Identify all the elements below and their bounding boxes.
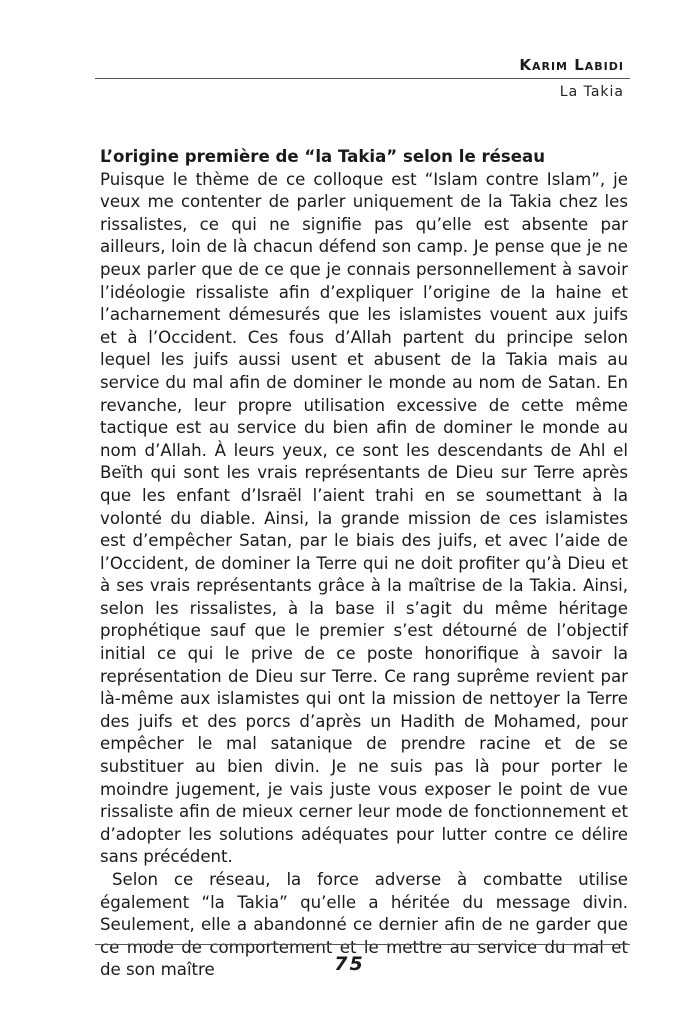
paragraph: Puisque le thème de ce colloque est “Islam contre Islam”, je veux me contenter de parler uniquement de la Takia chez les rissalistes, ce qui ne signifie pas qu’elle est absente par ailleurs, loin de là chacun défend son camp. Je pense que je ne peux parler que de ce que je connais personnellement à savoir l’idéologie rissaliste afin d’expliquer l’origine de la haine et l’acharnement démesurés que les islamistes vouent aux juifs et à l’Occident. Ces fous d’Allah partent du principe selon lequel les juifs aussi usent et abusent de la Takia mais au service du mal afin de dominer le monde au nom de Satan. En revanche, leur propre utilisation excessive de cette même tactique est au service du bien afin de dominer le monde au nom d’Allah. À leurs yeux, ce sont les descendants de Ahl el Beïth qui sont les vrais représentants de Dieu sur Terre après que les enfant d’Israël l’aient trahi en se soumettant à la volonté du diable. Ainsi, la grande mission de ces islamistes est d’empêcher Satan, par le biais des juifs, et avec l’aide de l’Occident, de dominer la Terre qui ne doit profiter qu’à Dieu et à ses vrais représentants grâce à la maîtrise de la Takia. Ainsi, selon les rissalistes, à la base il s’agit du même héritage prophétique sauf que le premier s’est détourné de l’objectif initial ce qui le prive de ce poste honorifique à savoir la représentation de Dieu sur Terre. Ce rang suprême revient par là-même aux islamistes qui ont la mission de nettoyer la Terre des juifs et des porcs d’après un Hadith de Mohamed, pour empêcher le mal satanique de prendre racine et de se substituer au bien divin. Je ne suis pas là pour porter le moindre jugement, je vais juste vous exposer le point de vue rissaliste afin de mieux cerner leur mode de fonctionnement et d’adopter les solutions adéquates pour lutter contre ce délire sans précédent.: [100, 169, 628, 867]
page-number: 75: [334, 953, 365, 975]
section-heading: L’origine première de “la Takia” selon le réseau: [100, 147, 546, 166]
paragraph: Selon ce réseau, la force adverse à combatte utilise également “la Takia” qu’elle a héritée du message divin. Seulement, elle a abandonné ce dernier afin de ne garder que ce mode de comportement et le mettre au service du mal et de son maître: [100, 870, 628, 980]
body-text: [100, 146, 628, 982]
footer-divider: [95, 944, 630, 945]
header-divider: [95, 78, 630, 79]
running-header-author: Karim Labidi: [519, 56, 624, 74]
running-header-title: La Takia: [559, 84, 624, 100]
